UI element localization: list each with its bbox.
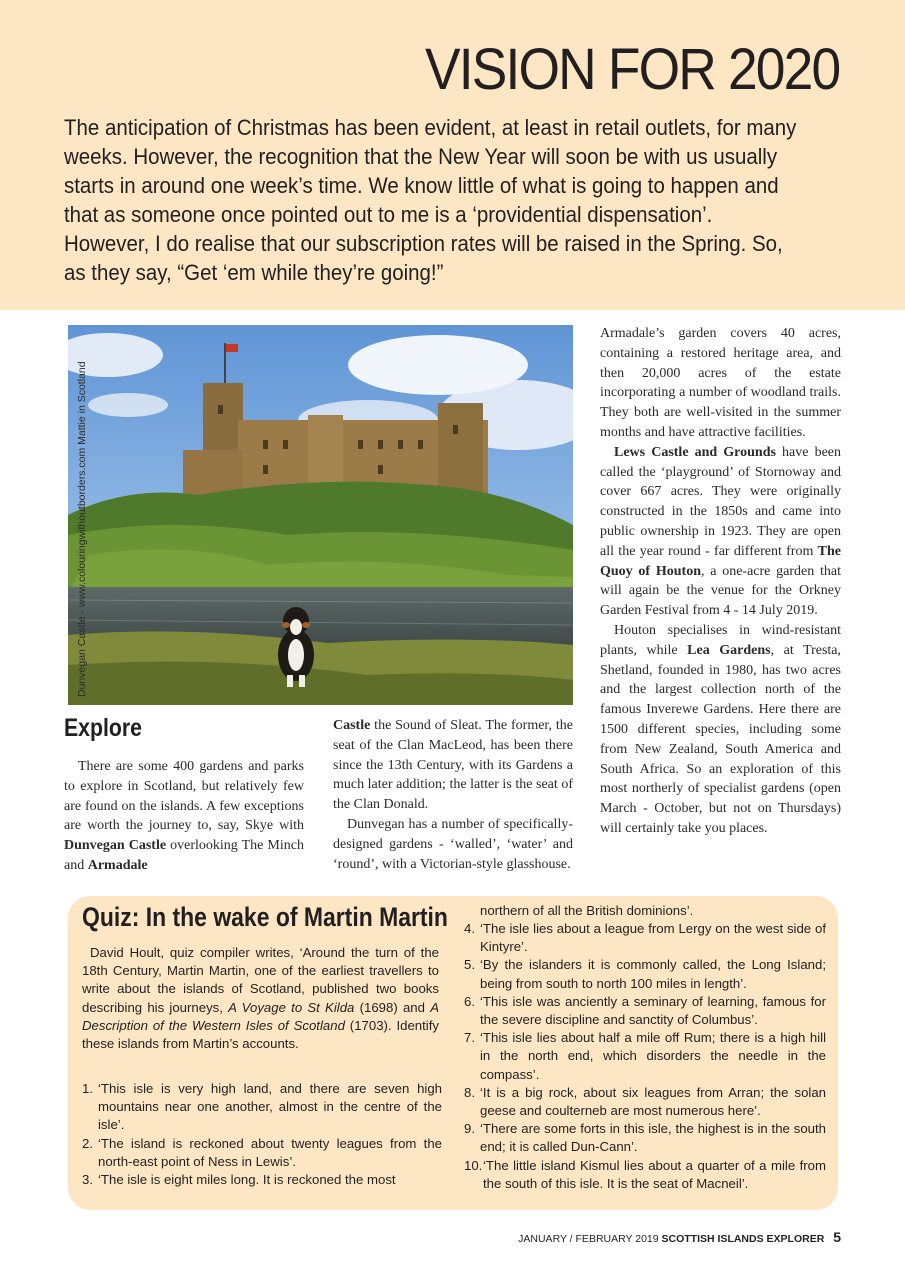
quiz-question — [464, 956, 826, 992]
question-number: 7. — [464, 1030, 475, 1046]
paragraph: Dunvegan has a number of specifically-designed gardens - ‘walled’, ‘water’ and ‘round’, with a Victorian-style glasshouse. — [333, 816, 573, 872]
question-number: 8. — [464, 1084, 475, 1100]
quiz-questions-left — [82, 1080, 442, 1189]
paragraph: Armadale’s garden covers 40 acres, containing a restored heritage area, and then 20,000 acres of the estate incorporating a number of woodland trails. They both are well-visited in the summer months and have attractive facilities. — [600, 326, 841, 440]
issue-date: JANUARY / FEBRUARY 2019 — [518, 1233, 659, 1245]
text-run: , at Tresta, Shetland, founded in 1980, has two acres and the largest collection north of the famous Inverewe Gardens. Here there are 1500 different species, including some from New Zealand, South America and South Africa. So an exploration of this most northerly of specialist gardens (open March - October, but not on Thursdays) will certainly take you places. — [600, 642, 842, 836]
paragraph — [333, 716, 573, 815]
text-run: There are some 400 gardens and parks to explore in Scotland, but relatively few are found on the islands. A few exceptions are worth the journey to, say, Skye with — [64, 759, 304, 834]
quiz-question — [464, 1029, 826, 1084]
text-run: overlooking The Minch and — [64, 838, 304, 873]
book-title: A Description of the Western Isles of Scotland — [82, 999, 439, 1033]
bold-text: The Quoy of Houton — [600, 543, 841, 579]
quiz-intro — [82, 944, 439, 1053]
bold-text: Lea Gardens — [687, 642, 771, 658]
question-number: 10. — [464, 1157, 483, 1173]
paragraph — [64, 757, 304, 876]
castle-photo — [68, 325, 573, 705]
page-footer — [518, 1229, 841, 1245]
article-column-1 — [64, 757, 304, 876]
photo-caption: Dunvegan Castle - www.colouringwithoutborders.com Mattie in Scotland — [76, 361, 88, 697]
question-text: ‘The isle lies about a league from Lergy on the west side of Kintyre’. — [480, 921, 826, 955]
bold-text: Lews Castle and Grounds — [614, 444, 776, 460]
intro-paragraph: The anticipation of Christmas has been evident, at least in retail outlets, for many weeks. However, the recognition that the New Year will soon be with us usually starts in around one week’s time. We know little of what is going to happen and that as someone once pointed out to me is a ‘providential dispensation’. However, I do realise that our subscription rates will be raised in the Spring. So, as they say, “Get ‘em while they’re going!” — [64, 115, 797, 285]
quiz-question — [82, 1171, 442, 1189]
text-run: Houton specialises in wind-resistant plants, while — [600, 622, 841, 658]
quiz-question — [82, 1135, 442, 1171]
question-text: ‘There are some forts in this isle, the highest is in the south end; it is called Dun-Cann’. — [480, 1121, 826, 1155]
question-text: ‘The isle is eight miles long. It is reckoned the most — [98, 1172, 396, 1188]
quiz-question — [82, 1080, 442, 1135]
quiz-question — [464, 1157, 826, 1193]
bold-text: Castle — [333, 718, 371, 733]
question-number: 2. — [82, 1135, 93, 1151]
quiz-questions-right — [464, 920, 826, 1193]
text-run: , a one-acre garden that will again be the venue for the Orkney Garden Festival from 4 - 14 July 2019. — [600, 563, 841, 619]
quiz-title: Quiz: In the wake of Martin Martin — [82, 902, 448, 932]
question-text: ‘The little island Kismul lies about a quarter of a mile from the south of this isle. It is the seat of Macneil’. — [483, 1157, 826, 1191]
question-text: ‘This isle was anciently a seminary of learning, famous for the severe discipline and sanctity of Columbus’. — [480, 993, 826, 1028]
page-title: VISION FOR 2020 — [424, 37, 839, 102]
explore-heading: Explore — [64, 714, 142, 742]
text-run: have been called the ‘playground’ of Stornoway and cover 667 acres. They were originally constructed in the 1850s and came into public ownership in 1923. They are open all the year round - far different from — [600, 444, 841, 559]
question-number: 6. — [464, 993, 475, 1009]
question-number: 5. — [464, 957, 475, 973]
article-column-2 — [333, 716, 573, 874]
magazine-name: SCOTTISH ISLANDS EXPLORER — [661, 1233, 825, 1245]
question-text: ‘The island is reckoned about twenty leagues from the north-east point of Ness in Lewis’. — [98, 1135, 442, 1169]
text-run: David Hoult, quiz compiler writes, ‘Around the turn of the 18th Century, Martin Martin, one of the earliest travellers to write about the islands of Scotland, published two books describing his journeys, — [82, 945, 439, 1015]
bold-text: Dunvegan Castle — [64, 838, 167, 854]
quiz-question — [464, 920, 826, 956]
question-text: ‘This isle lies about half a mile off Rum; there is a high hill in the north end, which disorders the needle in the compass’. — [480, 1030, 826, 1082]
question-text: ‘This isle is very high land, and there are seven high mountains near one another, almost in the centre of the isle’. — [98, 1081, 442, 1133]
page-number: 5 — [833, 1229, 841, 1245]
quiz-question — [464, 993, 826, 1029]
question-text: ‘By the islanders it is commonly called, the Long Island; being from south to north 100 miles in length’. — [480, 957, 826, 991]
article-column-3 — [600, 324, 841, 839]
bold-text: Armadale — [87, 857, 148, 873]
question-number: 1. — [82, 1081, 93, 1096]
question-3-continued: northern of all the British dominions’. — [480, 903, 694, 918]
question-number: 4. — [464, 921, 475, 936]
book-title: A Voyage to St Kilda — [228, 999, 355, 1015]
paragraph — [600, 621, 841, 839]
quiz-question — [464, 1120, 826, 1156]
question-number: 9. — [464, 1121, 475, 1137]
text-run: (1703). Identify these islands from Martin’s accounts. — [82, 1017, 439, 1052]
question-text: ‘It is a big rock, about six leagues from Arran; the solan geese and coulterneb are most numerous here’. — [480, 1084, 826, 1119]
text-run: (1698) and — [354, 999, 431, 1015]
question-number: 3. — [82, 1172, 93, 1188]
paragraph — [600, 443, 841, 621]
quiz-question — [464, 1084, 826, 1120]
text-run: the Sound of Sleat. The former, the seat of the Clan MacLeod, has been there since the 13th Century, with its Gardens a much later addition; the latter is the seat of the Clan Donald. — [333, 718, 573, 813]
